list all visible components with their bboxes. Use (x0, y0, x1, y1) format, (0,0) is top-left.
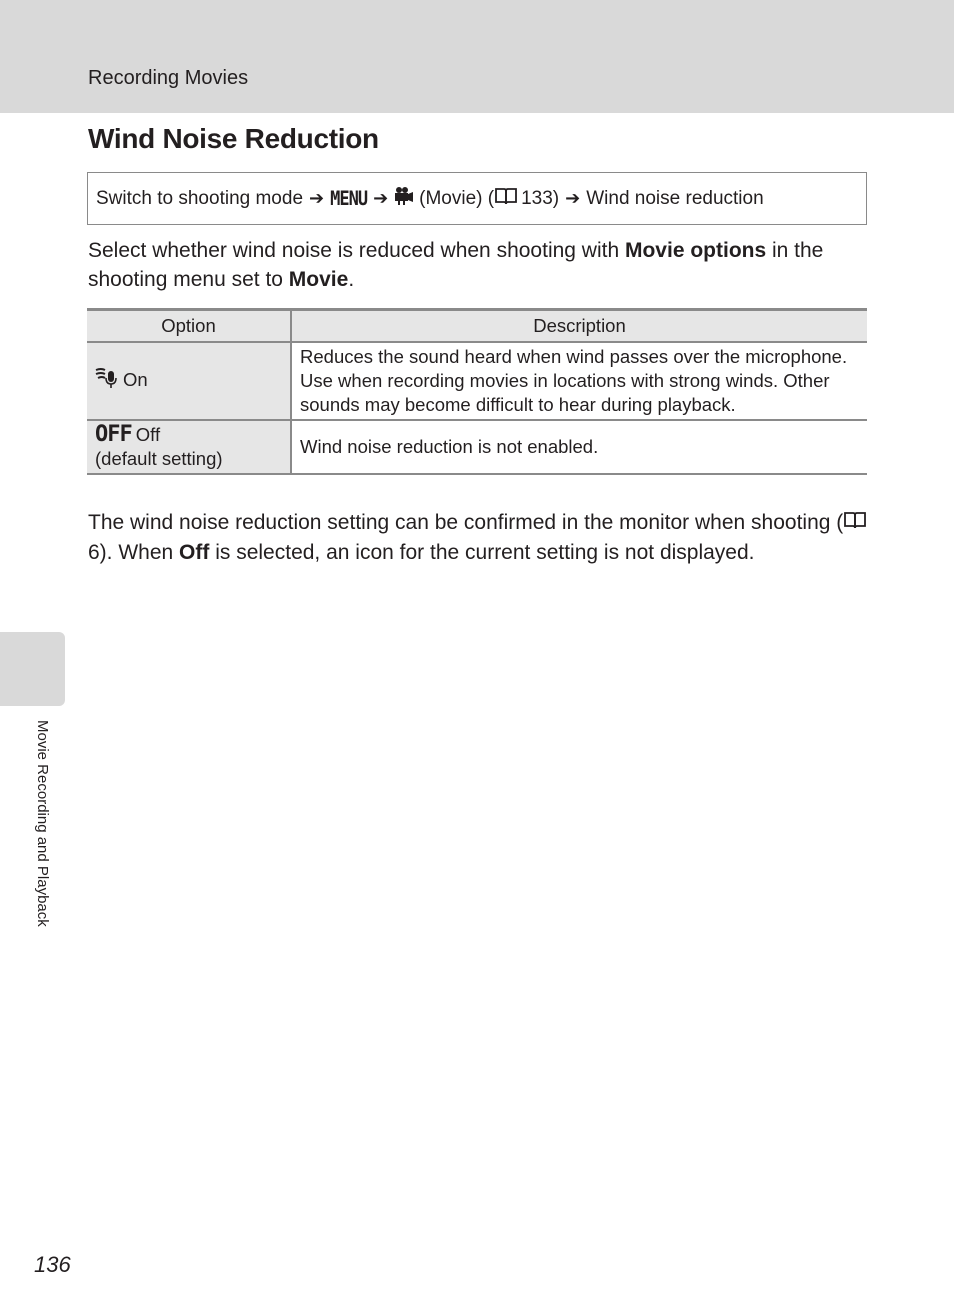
arrow-icon: ➔ (373, 188, 389, 208)
movie-icon (394, 186, 414, 212)
intro-bold-movie: Movie (288, 268, 349, 291)
book-icon (494, 186, 518, 212)
path-end: Wind noise reduction (586, 187, 764, 209)
menu-path-box (87, 172, 867, 225)
outro-paragraph (88, 508, 878, 567)
description-cell: Reduces the sound heard when wind passes over the microphone. Use when recording movies in locations with strong winds. Other sounds may become difficult to hear during playback. (291, 342, 867, 420)
header-option: Option (87, 310, 291, 343)
table-row (87, 420, 867, 474)
wind-icon (95, 367, 119, 395)
intro-paragraph (88, 236, 878, 294)
book-icon (843, 509, 867, 538)
page-number: 136 (34, 1252, 71, 1277)
option-cell (87, 342, 291, 420)
running-head: Recording Movies (88, 67, 249, 89)
option-label: On (123, 369, 148, 390)
intro-bold-movie-options: Movie options (624, 239, 767, 262)
intro-text: Select whether wind noise is reduced when shooting with (88, 239, 625, 262)
intro-text: . (348, 268, 355, 291)
table-header-row (87, 310, 867, 343)
path-page-ref: 133) (521, 187, 560, 209)
option-cell (87, 420, 291, 474)
outro-text: 6). When (88, 540, 180, 564)
path-movie: (Movie) ( (419, 187, 495, 209)
section-tab (0, 632, 65, 706)
intro-text: in the shooting menu set to (88, 239, 824, 291)
table-row (87, 342, 867, 420)
arrow-icon: ➔ (565, 188, 581, 208)
page-title: Wind Noise Reduction (88, 123, 379, 154)
header-description: Description (291, 310, 867, 343)
arrow-icon: ➔ (309, 188, 325, 208)
option-label: Off (135, 424, 161, 445)
header-band (0, 0, 954, 113)
outro-bold-off: Off (179, 540, 210, 564)
options-table (87, 308, 867, 475)
description-cell: Wind noise reduction is not enabled. (291, 420, 867, 474)
outro-text: is selected, an icon for the current setting is not displayed. (209, 540, 755, 564)
off-icon: OFF (95, 422, 132, 447)
path-start: Switch to shooting mode (96, 187, 304, 209)
option-note: (default setting) (95, 448, 223, 469)
section-label: Movie Recording and Playback (34, 720, 51, 927)
menu-icon: MENU (330, 187, 368, 210)
outro-text: The wind noise reduction setting can be confirmed in the monitor when shooting ( (88, 511, 844, 534)
